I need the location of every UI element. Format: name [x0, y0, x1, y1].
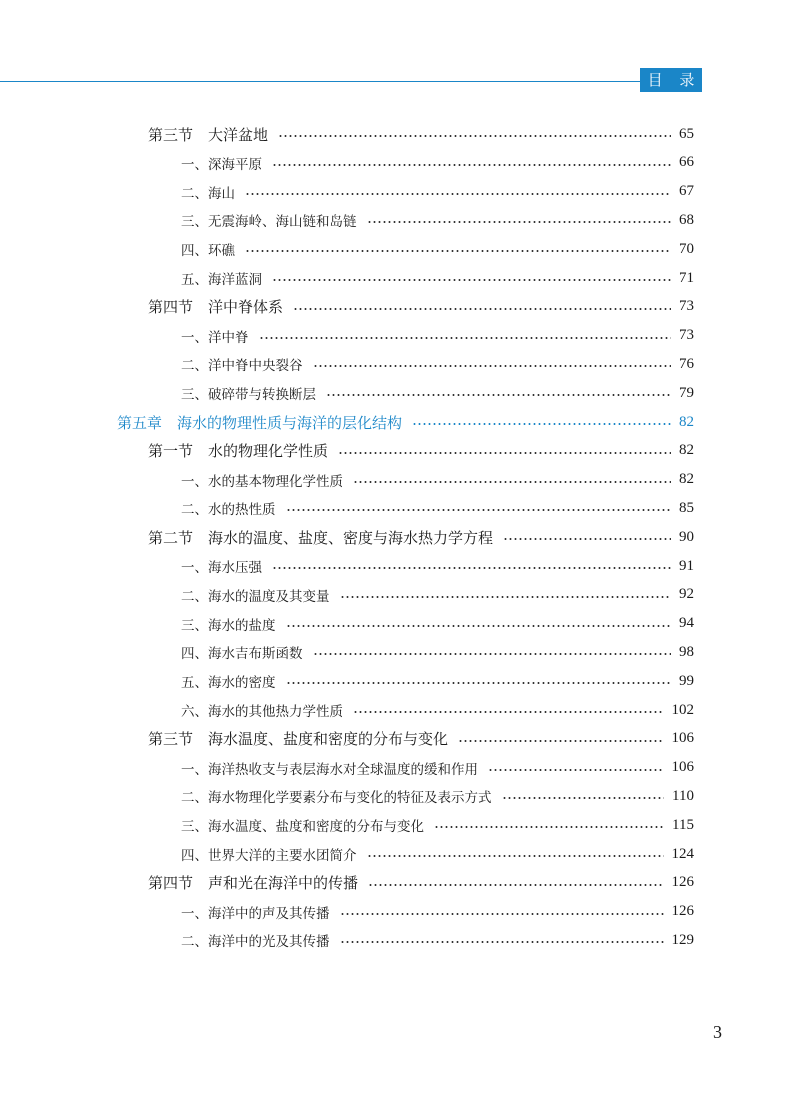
toc-entry-page: 79	[679, 384, 694, 401]
toc-entry-label: 一、海洋热收支与表层海水对全球温度的缓和作用	[181, 761, 478, 778]
toc-entry-item[interactable]	[181, 553, 694, 579]
dot-leader	[340, 913, 664, 915]
toc-entry-item[interactable]	[181, 323, 694, 349]
toc-entry-label: 一、海洋中的声及其传播	[181, 905, 330, 922]
toc-entry-item[interactable]	[181, 236, 694, 262]
toc-entry-item[interactable]	[181, 495, 694, 521]
toc-entry-item[interactable]	[181, 697, 694, 723]
dot-leader	[272, 164, 671, 166]
toc-entry-page: 124	[671, 845, 694, 862]
toc-entry-page: 91	[679, 557, 694, 574]
dot-leader	[272, 279, 671, 281]
toc-entry-section[interactable]	[148, 870, 694, 896]
toc-entry-item[interactable]	[181, 812, 694, 838]
toc-entry-page: 126	[671, 903, 694, 920]
dot-leader	[313, 653, 672, 655]
header-rule	[0, 81, 640, 82]
toc-entry-page: 110	[672, 787, 694, 804]
toc-entry-page: 82	[679, 471, 694, 488]
toc-entry-item[interactable]	[181, 783, 694, 809]
dot-leader	[245, 250, 671, 252]
toc-entry-label: 二、海洋中的光及其传播	[181, 934, 330, 951]
toc-entry-section[interactable]	[148, 121, 694, 147]
toc-entry-label: 二、海水的温度及其变量	[181, 588, 330, 605]
dot-leader	[434, 826, 664, 828]
dot-leader	[338, 452, 671, 454]
toc-entry-page: 68	[679, 211, 694, 228]
toc-entry-chapter[interactable]	[117, 409, 694, 435]
toc-entry-label: 四、世界大洋的主要水团简介	[181, 848, 357, 864]
dot-leader	[286, 682, 672, 684]
dot-leader	[313, 365, 672, 367]
toc-entry-label: 第五章 海水的物理性质与海洋的层化结构	[117, 413, 403, 432]
toc-entry-item[interactable]	[181, 755, 694, 781]
toc-entry-label: 五、海水的密度	[181, 675, 276, 692]
toc-entry-page: 66	[679, 154, 694, 171]
dot-leader	[353, 481, 671, 483]
toc-entry-label: 第三节 大洋盆地	[148, 125, 269, 144]
toc-entry-label: 四、海水吉布斯函数	[181, 646, 303, 663]
toc-entry-label: 四、环礁	[181, 243, 235, 260]
toc-entry-label: 二、水的热性质	[181, 502, 276, 519]
toc-entry-label: 一、水的基本物理化学性质	[181, 473, 343, 490]
toc-entry-page: 106	[671, 759, 694, 776]
toc-entry-item[interactable]	[181, 582, 694, 608]
dot-leader	[458, 740, 663, 742]
dot-leader	[286, 509, 672, 511]
toc-entry-item[interactable]	[181, 179, 694, 205]
toc-entry-label: 五、海洋蓝洞	[181, 272, 262, 288]
dot-leader	[502, 797, 665, 799]
header-title: 目 录	[640, 68, 702, 92]
toc-entry-page: 92	[679, 586, 694, 603]
dot-leader	[367, 221, 672, 223]
toc-entry-label: 三、海水温度、盐度和密度的分布与变化	[181, 819, 424, 836]
toc-entry-page: 90	[679, 528, 694, 545]
toc-entry-page: 70	[679, 240, 694, 257]
dot-leader	[340, 596, 672, 598]
toc-entry-page: 76	[679, 355, 694, 372]
toc-entry-label: 三、无震海岭、海山链和岛链	[181, 214, 357, 231]
toc-entry-section[interactable]	[148, 438, 694, 464]
toc-entry-item[interactable]	[181, 841, 694, 867]
toc-entry-item[interactable]	[181, 265, 694, 291]
toc-entry-label: 六、海水的其他热力学性质	[181, 704, 343, 720]
dot-leader	[367, 855, 664, 857]
toc-entry-page: 73	[679, 327, 694, 344]
dot-leader	[353, 711, 664, 713]
toc-entry-label: 第四节 声和光在海洋中的传播	[148, 874, 359, 893]
toc-entry-item[interactable]	[181, 611, 694, 637]
dot-leader	[326, 394, 671, 396]
toc-entry-label: 一、深海平原	[181, 156, 262, 173]
toc-entry-label: 二、洋中脊中央裂谷	[181, 358, 303, 375]
toc-entry-section[interactable]	[148, 726, 694, 752]
toc-entry-page: 65	[679, 125, 694, 142]
toc-entry-label: 二、海水物理化学要素分布与变化的特征及表示方式	[181, 790, 492, 807]
toc-entry-page: 98	[679, 643, 694, 660]
toc-entry-page: 71	[679, 269, 694, 286]
toc-entry-page: 94	[679, 615, 694, 632]
toc-entry-section[interactable]	[148, 524, 694, 550]
toc-entry-item[interactable]	[181, 467, 694, 493]
dot-leader	[259, 337, 672, 339]
dot-leader	[340, 941, 664, 943]
toc-entry-page: 82	[679, 442, 694, 459]
toc-entry-label: 第一节 水的物理化学性质	[148, 442, 329, 461]
toc-entry-label: 二、海山	[181, 185, 235, 202]
toc-entry-page: 115	[672, 816, 694, 833]
dot-leader	[488, 769, 664, 771]
toc-entry-page: 99	[679, 672, 694, 689]
toc-entry-page: 82	[679, 413, 694, 430]
toc-entry-page: 129	[671, 931, 694, 948]
toc-entry-item[interactable]	[181, 639, 694, 665]
toc-entry-page: 85	[679, 499, 694, 516]
toc-entry-label: 第三节 海水温度、盐度和密度的分布与变化	[148, 730, 449, 749]
toc-entry-label: 三、破碎带与转换断层	[181, 387, 316, 404]
dot-leader	[245, 193, 671, 195]
toc-entry-item[interactable]	[181, 150, 694, 176]
toc-entry-page: 106	[671, 730, 694, 747]
dot-leader	[293, 308, 671, 310]
dot-leader	[278, 135, 671, 137]
dot-leader	[272, 567, 671, 569]
toc-entry-label: 三、海水的盐度	[181, 617, 276, 634]
toc-entry-item[interactable]	[181, 207, 694, 233]
dot-leader	[286, 625, 672, 627]
dot-leader	[368, 884, 663, 886]
toc-entry-page: 67	[679, 183, 694, 200]
toc-entry-page: 73	[679, 298, 694, 315]
toc-entry-page: 102	[671, 701, 694, 718]
toc-entry-label: 一、洋中脊	[181, 329, 249, 346]
toc-entry-section[interactable]	[148, 294, 694, 320]
toc-entry-label: 第四节 洋中脊体系	[148, 298, 284, 317]
toc-entry-item[interactable]	[181, 668, 694, 694]
toc-entry-label: 第二节 海水的温度、盐度、密度与海水热力学方程	[148, 528, 494, 547]
toc-entry-item[interactable]	[181, 351, 694, 377]
toc-entry-item[interactable]	[181, 899, 694, 925]
toc-entry-item[interactable]	[181, 380, 694, 406]
toc-entry-label: 一、海水压强	[181, 560, 262, 576]
toc-entry-page: 126	[671, 874, 694, 891]
dot-leader	[503, 538, 671, 540]
page-number: 3	[713, 1022, 722, 1042]
toc-entry-item[interactable]	[181, 927, 694, 953]
dot-leader	[412, 423, 671, 425]
